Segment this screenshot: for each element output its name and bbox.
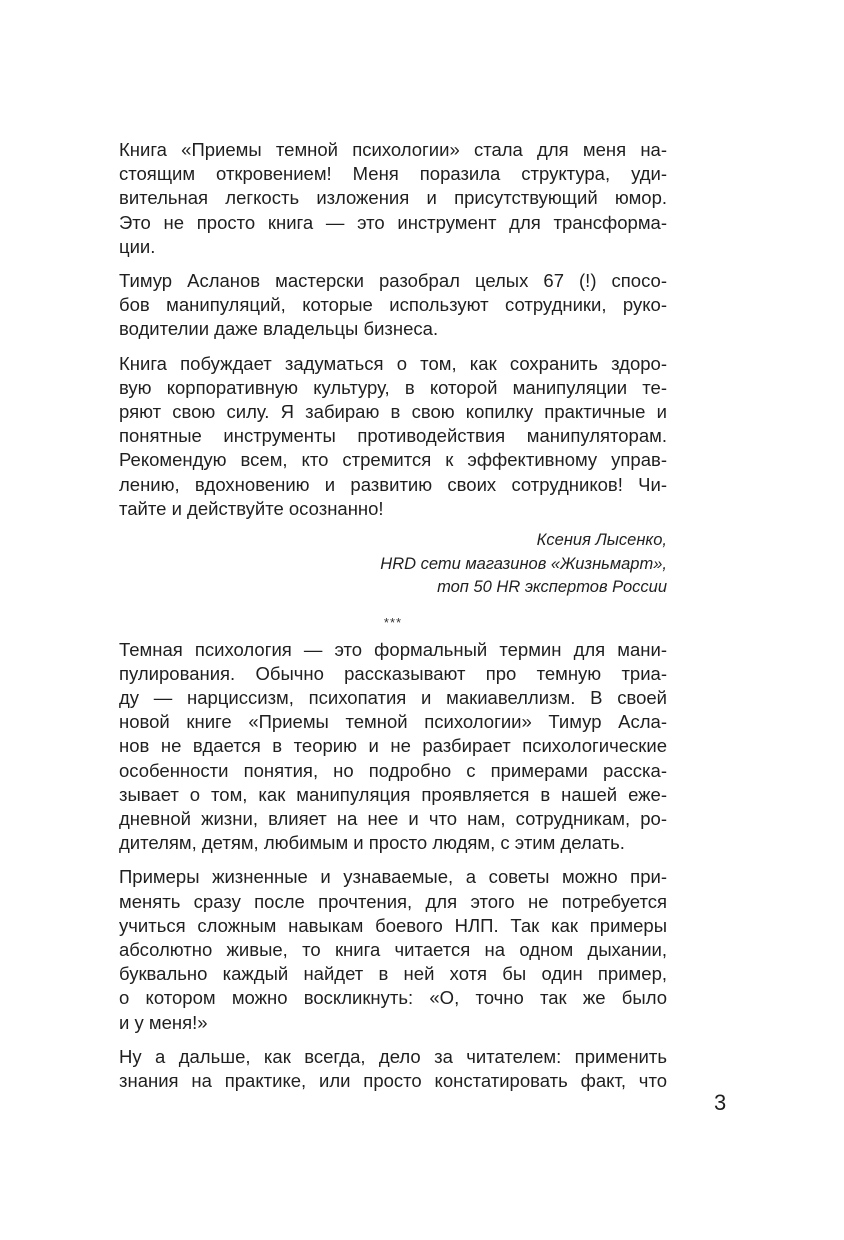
- text-line: стоящим откровением! Меня поразила структура, уди-: [119, 163, 667, 185]
- text-line: Книга «Приемы темной психологии» стала для меня на-: [119, 139, 667, 160]
- text-line: Тимур Асланов мастерски разобрал целых 67 (!) спосо-: [119, 270, 667, 292]
- review1-paragraph-2: [119, 269, 667, 342]
- text-line: Это не просто книга — это инструмент для трансформа-: [119, 211, 667, 233]
- text-line: ду — нарциссизм, психопатия и макиавеллизм. В своей: [119, 686, 667, 708]
- text-line: Книга побуждает задуматься о том, как сохранить здоро-: [119, 352, 667, 374]
- text-line: водителии даже владельцы бизнеса.: [119, 318, 439, 340]
- text-line: ции.: [119, 235, 156, 257]
- review1-signature: [119, 529, 667, 600]
- text-line: зывает о том, как манипуляция проявляется в нашей еже-: [119, 783, 667, 805]
- text-line: вительная легкость изложения и присутствующий юмор.: [119, 187, 667, 209]
- text-line: нов не вдается в теорию и не разбирает психологические: [119, 735, 667, 757]
- text-line: бов манипуляций, которые используют сотрудники, руко-: [119, 294, 667, 316]
- text-line: дневной жизни, влияет на нее и что нам, сотрудникам, ро-: [119, 807, 667, 829]
- text-line: пулирования. Обычно рассказывают про темную триа-: [119, 662, 667, 684]
- text-line: понятные инструменты противодействия манипуляторам.: [119, 425, 667, 447]
- text-line: Ну а дальше, как всегда, дело за читателем: применить: [119, 1045, 667, 1067]
- text-line: абсолютно живые, то книга читается на одном дыхании,: [119, 938, 667, 960]
- section-separator: ***: [383, 614, 403, 630]
- text-line: лению, вдохновению и развитию своих сотрудников! Чи-: [119, 473, 667, 495]
- text-line: о котором можно воскликнуть: «О, точно так же было: [119, 987, 667, 1009]
- review2-paragraph-2: [119, 865, 667, 1034]
- text-column: [119, 138, 667, 1093]
- text-line: новой книге «Приемы темной психологии» Тимур Асла-: [119, 711, 667, 733]
- review1-paragraph-1: [119, 138, 667, 259]
- text-line: Примеры жизненные и узнаваемые, а советы можно при-: [119, 866, 667, 888]
- review1-paragraph-3: [119, 352, 667, 521]
- review2-paragraph-1: [119, 638, 667, 856]
- text-line: вую корпоративную культуру, в которой манипуляции те-: [119, 376, 667, 398]
- text-line: учиться сложным навыкам боевого НЛП. Так как примеры: [119, 914, 667, 936]
- signature-name: Ксения Лысенко,: [536, 531, 667, 550]
- text-line: Рекомендую всем, кто стремится к эффективному управ-: [119, 449, 667, 471]
- text-line: особенности понятия, но подробно с примерами расска-: [119, 759, 667, 781]
- text-line: ряют свою силу. Я забираю в свою копилку практичные и: [119, 401, 667, 423]
- text-line: менять сразу после прочтения, для этого не потребуется: [119, 890, 667, 912]
- text-line: Темная психология — это формальный термин для мани-: [119, 638, 667, 660]
- text-line: буквально каждый найдет в ней хотя бы один пример,: [119, 963, 667, 985]
- text-line: и у меня!»: [119, 1011, 208, 1033]
- text-line: тайте и действуйте осознанно!: [119, 497, 384, 519]
- review2-paragraph-3: [119, 1045, 667, 1093]
- text-line: дителям, детям, любимым и просто людям, с этим делать.: [119, 832, 625, 854]
- text-line: знания на практике, или просто констатировать факт, что: [119, 1070, 667, 1091]
- signature-position: HRD сети магазинов «Жизньмарт»,: [380, 554, 667, 573]
- page-number: 3: [714, 1090, 727, 1115]
- signature-title: топ 50 HR экспертов России: [437, 578, 667, 597]
